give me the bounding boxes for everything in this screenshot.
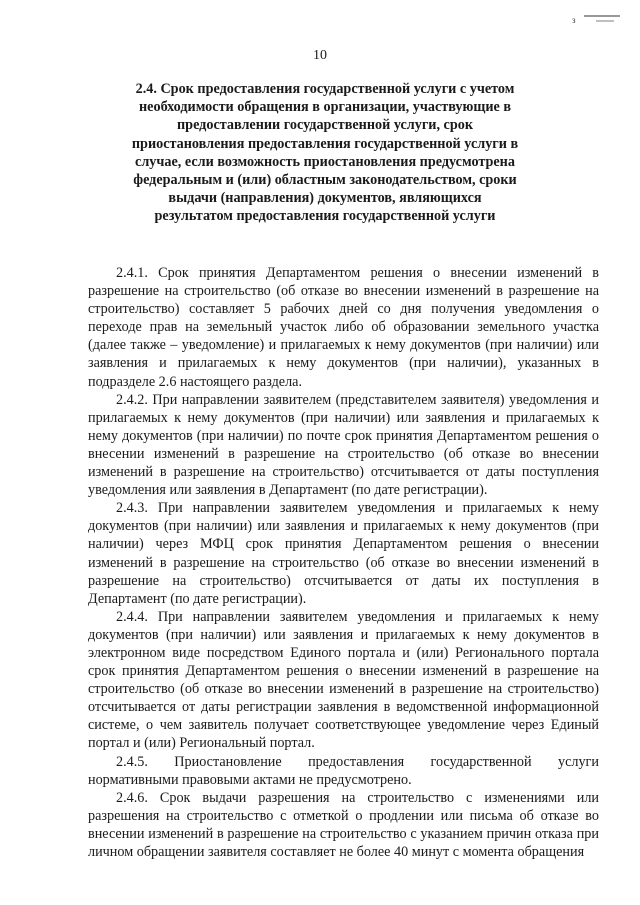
paragraph-2-4-5-word: услуги (557, 753, 599, 770)
paragraph-2-4-1: 2.4.1. Срок принятия Департаментом решения о внесении изменений в разрешение на строительство (об отказе во внесении изменений в разрешение на строительство) составляет 5 рабочих дней со дня получения уведомления о переходе прав на земельный участок либо об образовании земельного участка (далее также – уведомление) и прилагаемых к нему документов (при наличии) или заявления и прилагаемых к нему документов (при наличии), указанных в подразделе 2.6 настоящего раздела. (88, 265, 599, 390)
paragraph-2-4-5-first-line (88, 753, 599, 771)
page-number: 10 (313, 48, 327, 63)
paragraph-2-4-5-word: предоставления (308, 753, 405, 770)
section-heading: 2.4. Срок предоставления государственной услуги с учетом необходимости обращения в организации, участвующие в предоставлении государственной услуги, срок приостановления предоставления государственной услуги в случае, если возможность приостановления предусмотрена федеральным и (или) областным законодательством, сроки выдачи (направления) документов, являющихся результатом предоставления государственной услуги (131, 81, 519, 225)
paragraph-2-4-5-word: Приостановление (174, 753, 282, 770)
paragraph-2-4-4: 2.4.4. При направлении заявителем уведомления и прилагаемых к нему документов (при наличии) или заявления и прилагаемых к нему документов в электронном виде посредством Единого портала и (или) Регионального портала срок принятия Департаментом решения о внесении изменений в разрешение на строительство (об отказе во внесении изменений в разрешение на строительство) отсчитывается от даты регистрации заявления в ведомственной информационной системе, о чем заявитель получает соответствующее уведомление через Единый портал и (или) Региональный портал. (88, 608, 599, 752)
corner-mark (566, 12, 622, 26)
paragraph-2-4-3: 2.4.3. При направлении заявителем уведомления и прилагаемых к нему документов (при наличии) или заявления и прилагаемых к нему документов (при наличии) через МФЦ срок принятия Департаментом решения о внесении изменений в разрешение на строительство (об отказе во внесении изменений в разрешение на строительство) отсчитывается от даты их поступления в Департамент (по дате регистрации). (88, 500, 599, 607)
document-body (88, 264, 599, 861)
corner-mark-text: з (572, 15, 576, 25)
paragraph-2-4-5-word: государственной (430, 753, 532, 770)
paragraph-2-4-5 (88, 753, 599, 789)
paragraph-2-4-2: 2.4.2. При направлении заявителем (представителем заявителя) уведомления и прилагаемых к нему документов (при наличии) или заявления и прилагаемых к нему документов (при наличии) по почте срок принятия Департаментом решения о внесении изменений в разрешение на строительство (об отказе во внесении изменений в разрешение на строительство) отсчитывается от даты поступления уведомления или заявления в Департамент (по дате регистрации). (88, 391, 599, 499)
paragraph-2-4-5-tail: нормативными правовыми актами не предусмотрено. (88, 771, 412, 788)
paragraph-2-4-6: 2.4.6. Срок выдачи разрешения на строительство с изменениями или разрешения на строительство с отметкой о продлении или письма об отказе во внесении изменений в разрешение на строительство с указанием причин отказа при личном обращении заявителя составляет не более 40 минут с момента обращения (88, 789, 599, 860)
paragraph-2-4-5-word: 2.4.5. (116, 753, 148, 770)
